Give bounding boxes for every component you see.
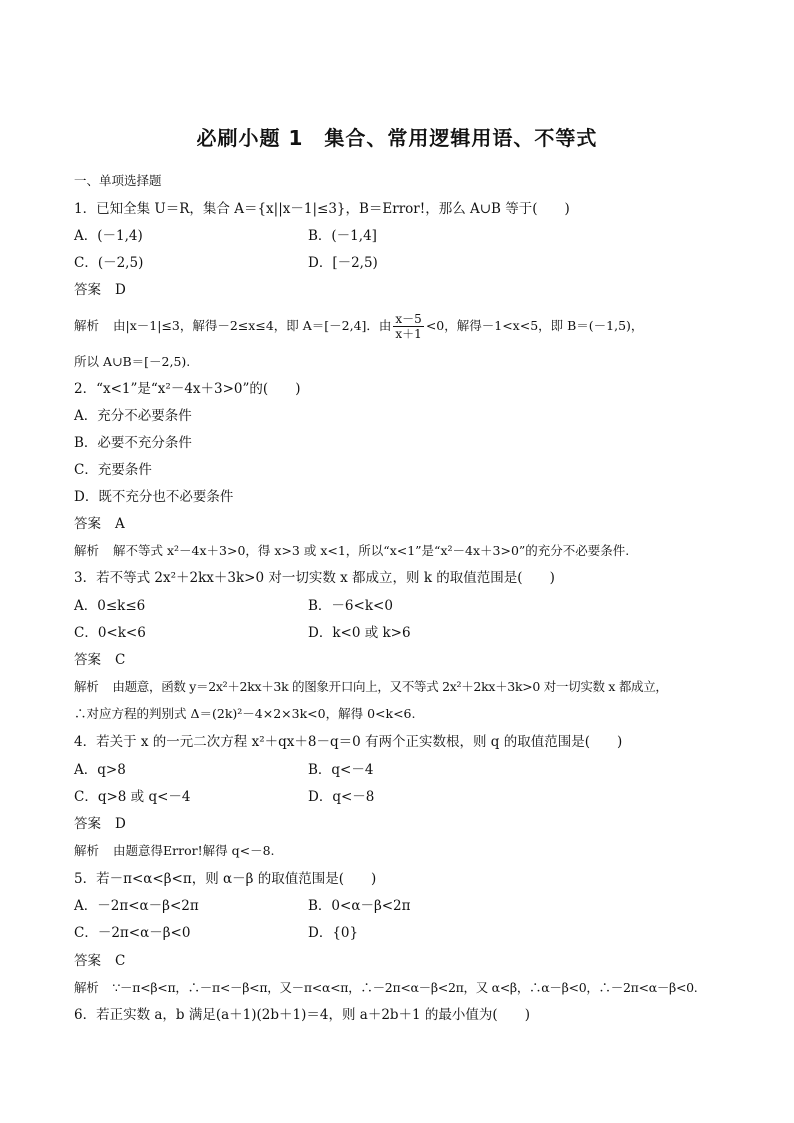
fraction: $\frac{x-5}{x+1}$ <box>395 312 422 341</box>
q3-analysis-line-1: 解析 由题意，函数 y＝2x²＋2kx＋3k 的图象开口向上，又不等式 2x²＋2kx＋3k>0 对一切实数 x 都成立， <box>74 679 668 694</box>
analysis-label: 解析 <box>74 543 100 558</box>
q2-option-a: A．充分不必要条件 <box>74 408 192 424</box>
analysis-label: 解析 <box>74 843 100 858</box>
q3-stem: 3．若不等式 2x²＋2kx＋3k>0 对一切实数 x 都成立，则 k 的取值范围是( ) <box>74 570 555 586</box>
q4-answer-row <box>74 815 126 833</box>
q1-option-b: B．(－1,4] <box>308 228 377 244</box>
q1-option-c: C．(－2,5) <box>74 255 144 271</box>
q5-stem: 5．若－π<α<β<π，则 α－β 的取值范围是( ) <box>74 871 377 887</box>
q1-analysis-line-2: 所以 A∪B＝[－2,5). <box>74 354 191 369</box>
analysis-label: 解析 <box>74 980 99 995</box>
q4-stem: 4．若关于 x 的一元二次方程 x²＋qx＋8－q＝0 有两个正实数根，则 q 的取值范围是( ) <box>74 734 623 750</box>
answer-label: 答案 <box>74 816 101 832</box>
answer-label: 答案 <box>74 516 101 532</box>
q3-option-b: B．－6<k<0 <box>308 598 393 614</box>
q2-option-c: C．充要条件 <box>74 462 152 478</box>
q5-option-c: C．－2π<α－β<0 <box>74 925 191 941</box>
q2-stem: 2．“x<1”是“x²－4x＋3>0”的( ) <box>74 381 301 397</box>
q2-analysis-line-1: 解析 解不等式 x²－4x＋3>0，得 x>3 或 x<1，所以“x<1”是“x²－4x＋3>0”的充分不必要条件. <box>74 543 630 558</box>
analysis-label: 解析 <box>74 679 99 694</box>
answer-value: D <box>115 816 126 832</box>
analysis-label: 解析 <box>74 318 100 333</box>
answer-value: C <box>115 652 126 668</box>
section-heading: 一、单项选择题 <box>74 173 162 188</box>
q1-answer-row <box>74 281 126 299</box>
q1-option-d: D．[－2,5) <box>308 255 378 271</box>
page-title: 必刷小题 1 集合、常用逻辑用语、不等式 <box>196 126 598 150</box>
q4-analysis-line-1: 解析 由题意得Error!解得 q<－8. <box>74 843 275 858</box>
q3-option-c: C．0<k<6 <box>74 625 146 641</box>
q2-option-b: B．必要不充分条件 <box>74 435 192 451</box>
q5-option-d: D．{0} <box>308 925 359 941</box>
answer-label: 答案 <box>74 953 101 969</box>
q5-option-b: B．0<α－β<2π <box>308 898 411 914</box>
q3-answer-row <box>74 651 125 669</box>
q1-analysis-line-1: 解析 由|x－1|≤3，解得－2≤x≤4，即 A＝[－2,4]．由 $\frac{x-5}{x+1}$ <0，解得－1<x<5，即 B＝(－1,5)， <box>74 312 644 341</box>
q6-stem: 6．若正实数 a，b 满足(a＋1)(2b＋1)＝4，则 a＋2b＋1 的最小值为( ) <box>74 1007 530 1023</box>
q4-option-a: A．q>8 <box>74 762 126 778</box>
q5-option-a: A．－2π<α－β<2π <box>74 898 199 914</box>
q1-stem: 1．已知全集 U＝R，集合 A＝{x||x－1|≤3}，B＝Error!，那么 A∪B 等于( ) <box>74 201 570 217</box>
q4-option-d: D．q<－8 <box>308 789 375 805</box>
q2-answer-row <box>74 515 125 533</box>
q3-option-d: D．k<0 或 k>6 <box>308 625 411 641</box>
q3-option-a: A．0≤k≤6 <box>74 598 146 614</box>
answer-value: C <box>115 953 126 969</box>
answer-label: 答案 <box>74 282 101 298</box>
answer-value: D <box>115 282 126 298</box>
q1-option-a: A．(－1,4) <box>74 228 143 244</box>
q2-option-d: D．既不充分也不必要条件 <box>74 489 234 505</box>
q4-option-c: C．q>8 或 q<－4 <box>74 789 191 805</box>
q5-answer-row <box>74 952 125 970</box>
answer-label: 答案 <box>74 652 101 668</box>
q3-analysis-line-2: ∴对应方程的判别式 Δ＝(2k)²－4×2×3k<0，解得 0<k<6. <box>74 706 416 721</box>
q5-analysis-line-1: 解析 ∵－π<β<π，∴－π<－β<π，又－π<α<π，∴－2π<α－β<2π，又 α<β，∴α－β<0，∴－2π<α－β<0. <box>74 980 698 995</box>
answer-value: A <box>115 516 125 532</box>
q4-option-b: B．q<－4 <box>308 762 374 778</box>
